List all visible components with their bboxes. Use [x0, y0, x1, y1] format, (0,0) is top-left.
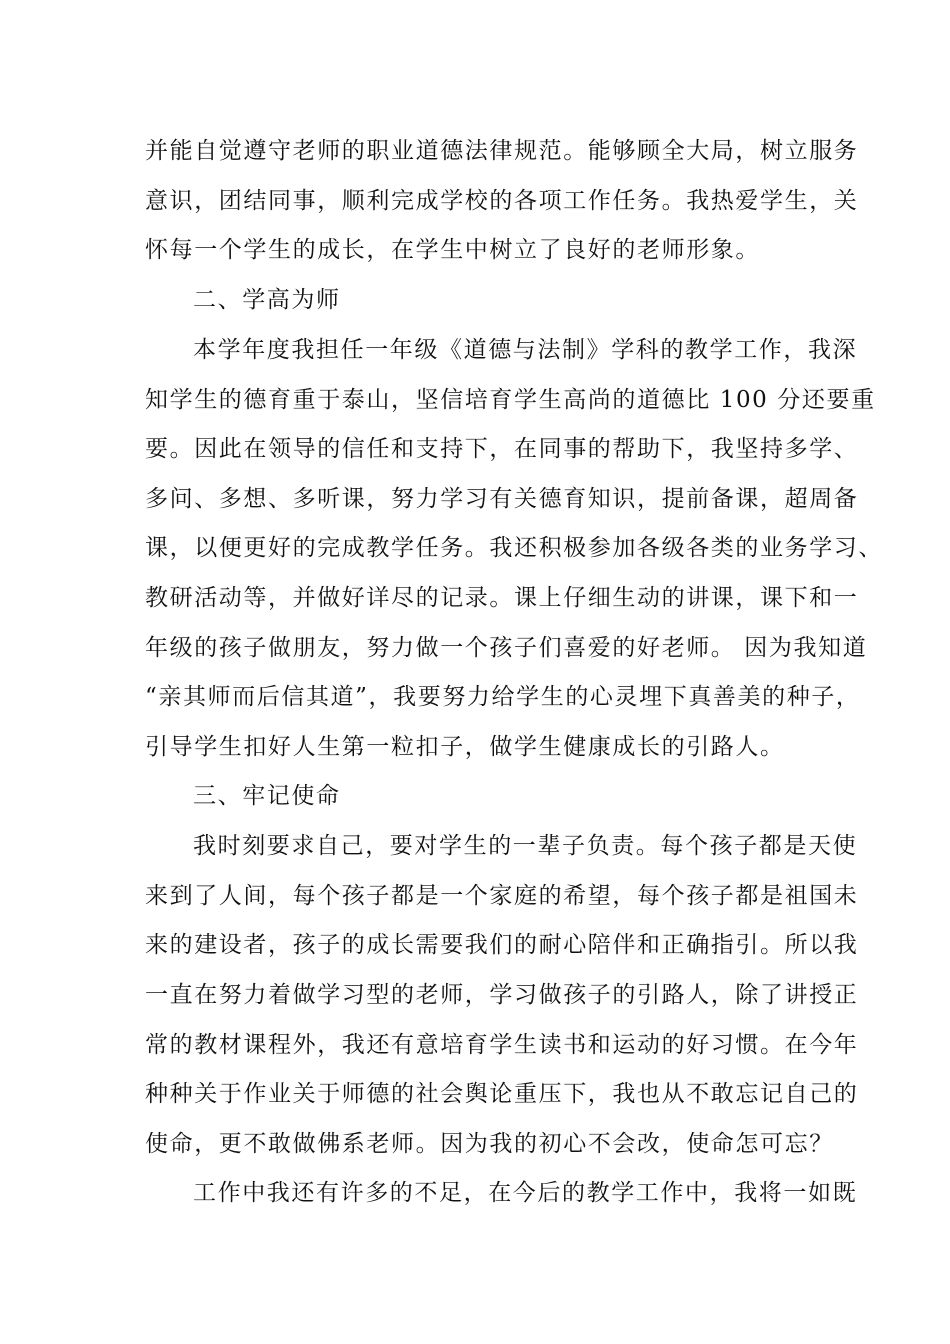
text-line: 我时刻要求自己，要对学生的一辈子负责。每个孩子都是天使 [193, 833, 858, 859]
text-line: 并能自觉遵守老师的职业道德法律规范。能够顾全大局，树立服务 [145, 138, 859, 164]
text-line: 本学年度我担任一年级《道德与法制》学科的教学工作，我深 [193, 337, 858, 363]
text-line: 来到了人间，每个孩子都是一个家庭的希望，每个孩子都是祖国未 [145, 883, 859, 909]
text-line: 年级的孩子做朋友，努力做一个孩子们喜爱的好老师。 因为我知道 [145, 635, 868, 661]
text-line: 课，以便更好的完成教学任务。我还积极参加各级各类的业务学习、 [145, 535, 883, 561]
section-heading: 三、牢记使命 [193, 783, 341, 809]
text-line: 要。因此在领导的信任和支持下，在同事的帮助下，我坚持多学、 [145, 436, 859, 462]
text-line: 来的建设者，孩子的成长需要我们的耐心陪伴和正确指引。所以我 [145, 932, 859, 958]
text-line: 一直在努力着做学习型的老师，学习做孩子的引路人，除了讲授正 [145, 982, 859, 1008]
text-line: 使命，更不敢做佛系老师。因为我的初心不会改，使命怎可忘？ [145, 1131, 834, 1157]
text-line: 怀每一个学生的成长，在学生中树立了良好的老师形象。 [145, 237, 760, 263]
text-line: 教研活动等，并做好详尽的记录。课上仔细生动的讲课，课下和一 [145, 585, 859, 611]
text-line: 引导学生扣好人生第一粒扣子，做学生健康成长的引路人。 [145, 734, 785, 760]
text-line: 常的教材课程外，我还有意培育学生读书和运动的好习惯。在今年 [145, 1032, 859, 1058]
section-heading: 二、学高为师 [193, 287, 341, 313]
text-line: 多问、多想、多听课，努力学习有关德育知识，提前备课，超周备 [145, 486, 859, 512]
text-line: 种种关于作业关于师德的社会舆论重压下，我也从不敢忘记自己的 [145, 1081, 859, 1107]
text-line: 工作中我还有许多的不足，在今后的教学工作中，我将一如既 [193, 1180, 858, 1206]
text-line: 意识，团结同事，顺利完成学校的各项工作任务。我热爱学生，关 [145, 188, 859, 214]
text-line: “亲其师而后信其道”，我要努力给学生的心灵埋下真善美的种子， [145, 684, 861, 710]
text-line: 知学生的德育重于泰山，坚信培育学生高尚的道德比 100 分还要重 [145, 387, 876, 413]
